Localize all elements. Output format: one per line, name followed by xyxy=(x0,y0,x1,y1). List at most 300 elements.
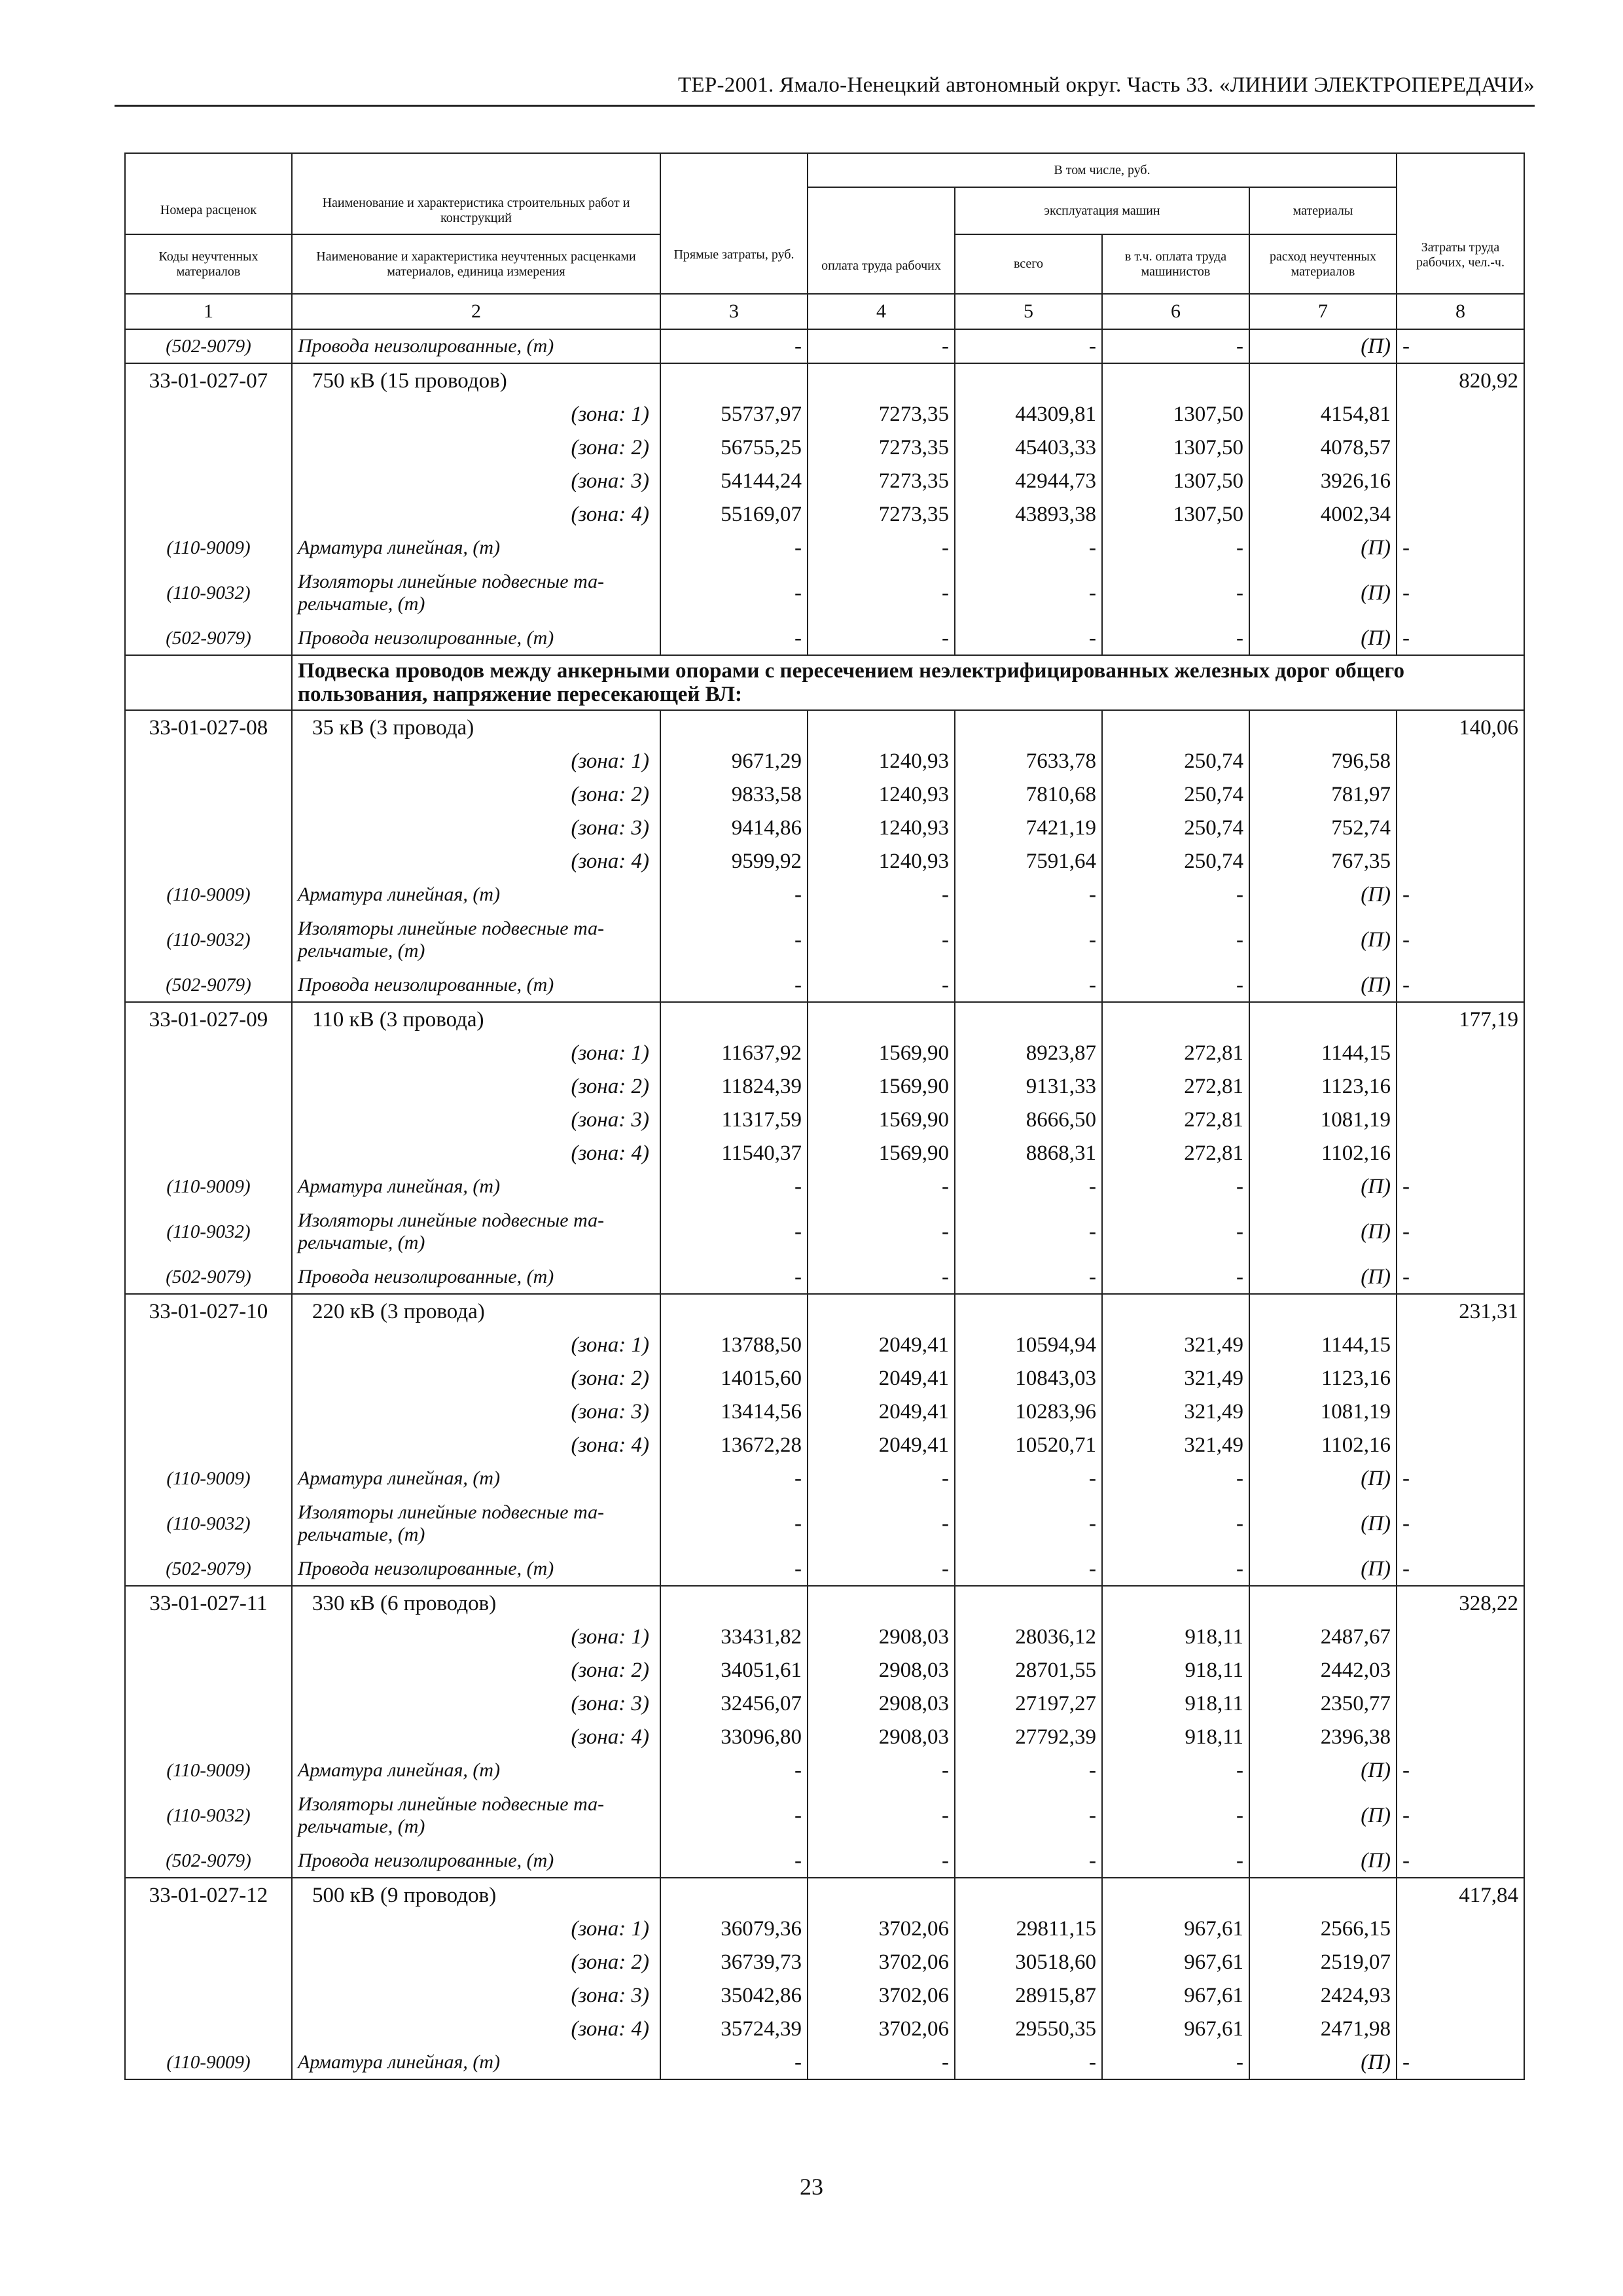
labor-cost: 820,92 xyxy=(1397,363,1524,398)
zone-row xyxy=(125,1103,1524,1137)
value-cell: 3702,06 xyxy=(808,2013,955,2046)
value-cell: 55169,07 xyxy=(660,498,808,531)
value-cell: 44309,81 xyxy=(955,398,1102,431)
value-cell: 9599,92 xyxy=(660,845,808,878)
empty-cell xyxy=(1249,710,1397,745)
material-code: (502-9079) xyxy=(125,622,292,655)
labor-cost: 417,84 xyxy=(1397,1878,1524,1912)
value-cell: 2049,41 xyxy=(808,1429,955,1462)
dash-cell: - xyxy=(955,1170,1102,1203)
dash-cell: - xyxy=(955,1787,1102,1844)
empty-cell xyxy=(1102,1878,1249,1912)
value-cell: 7273,35 xyxy=(808,398,955,431)
empty-cell xyxy=(1249,1294,1397,1329)
value-cell: 1240,93 xyxy=(808,812,955,845)
dash-cell: - xyxy=(955,1495,1102,1552)
material-code: (110-9009) xyxy=(125,1754,292,1787)
value-cell: 1307,50 xyxy=(1102,398,1249,431)
value-cell: 2566,15 xyxy=(1249,1912,1397,1946)
value-cell: 272,81 xyxy=(1102,1137,1249,1170)
labor-cost: 231,31 xyxy=(1397,1294,1524,1329)
empty-cell xyxy=(1102,1294,1249,1329)
zone-label: (зона: 1) xyxy=(292,1912,660,1946)
material-code: (502-9079) xyxy=(125,1552,292,1586)
value-cell: 9833,58 xyxy=(660,778,808,812)
value-cell: 8868,31 xyxy=(955,1137,1102,1170)
p-cell: (П) xyxy=(1249,1261,1397,1294)
value-cell: 2908,03 xyxy=(808,1687,955,1721)
value-cell: 2350,77 xyxy=(1249,1687,1397,1721)
zone-label: (зона: 3) xyxy=(292,1395,660,1429)
value-cell: 13788,50 xyxy=(660,1329,808,1362)
value-cell: 35724,39 xyxy=(660,2013,808,2046)
value-cell: 29811,15 xyxy=(955,1912,1102,1946)
empty-cell xyxy=(1102,1002,1249,1037)
value-cell: 2396,38 xyxy=(1249,1721,1397,1754)
rate-code: 33-01-027-08 xyxy=(125,710,292,745)
material-row xyxy=(125,1203,1524,1261)
material-row xyxy=(125,1787,1524,1844)
value-cell: 7810,68 xyxy=(955,778,1102,812)
value-cell: 14015,60 xyxy=(660,1362,808,1395)
value-cell: 13414,56 xyxy=(660,1395,808,1429)
dash-cell: - xyxy=(1102,969,1249,1002)
material-code: (110-9009) xyxy=(125,531,292,564)
dash-cell: - xyxy=(660,878,808,911)
value-cell: 3702,06 xyxy=(808,1979,955,2013)
p-cell: (П) xyxy=(1249,329,1397,363)
zone-label: (зона: 2) xyxy=(292,778,660,812)
zone-label: (зона: 1) xyxy=(292,1037,660,1070)
value-cell: 321,49 xyxy=(1102,1395,1249,1429)
value-cell: 28701,55 xyxy=(955,1654,1102,1687)
dash-cell: - xyxy=(1102,911,1249,969)
dash-cell: - xyxy=(660,1552,808,1586)
empty-cell xyxy=(1102,710,1249,745)
value-cell: 45403,33 xyxy=(955,431,1102,465)
value-cell: 4154,81 xyxy=(1249,398,1397,431)
value-cell: 13672,28 xyxy=(660,1429,808,1462)
dash-cell: - xyxy=(1397,1495,1524,1552)
head-rate-numbers: Номера расценок xyxy=(125,187,292,234)
rate-row xyxy=(125,1586,1524,1621)
dash-cell: - xyxy=(808,1787,955,1844)
dash-cell: - xyxy=(660,1170,808,1203)
material-code: (502-9079) xyxy=(125,1844,292,1878)
value-cell: 918,11 xyxy=(1102,1721,1249,1754)
dash-cell: - xyxy=(660,911,808,969)
material-code: (110-9032) xyxy=(125,1203,292,1261)
dash-cell: - xyxy=(660,329,808,363)
value-cell: 781,97 xyxy=(1249,778,1397,812)
zone-label: (зона: 3) xyxy=(292,1979,660,2013)
material-row xyxy=(125,564,1524,622)
zone-label: (зона: 3) xyxy=(292,1103,660,1137)
value-cell: 2049,41 xyxy=(808,1395,955,1429)
value-cell: 36739,73 xyxy=(660,1946,808,1979)
p-cell: (П) xyxy=(1249,911,1397,969)
dash-cell: - xyxy=(1397,1552,1524,1586)
empty-cell xyxy=(125,1621,292,1654)
material-name: Арматура линейная, (т) xyxy=(292,878,660,911)
zone-row xyxy=(125,1946,1524,1979)
table-head xyxy=(125,153,1524,329)
empty-cell xyxy=(1397,465,1524,498)
value-cell: 918,11 xyxy=(1102,1654,1249,1687)
material-code: (110-9009) xyxy=(125,1462,292,1495)
dash-cell: - xyxy=(955,1754,1102,1787)
value-cell: 2442,03 xyxy=(1249,1654,1397,1687)
empty-cell xyxy=(125,1362,292,1395)
empty-cell xyxy=(125,845,292,878)
dash-cell: - xyxy=(660,969,808,1002)
dash-cell: - xyxy=(660,1844,808,1878)
empty-cell xyxy=(660,1586,808,1621)
value-cell: 1240,93 xyxy=(808,845,955,878)
value-cell: 250,74 xyxy=(1102,845,1249,878)
value-cell: 250,74 xyxy=(1102,745,1249,778)
value-cell: 3702,06 xyxy=(808,1912,955,1946)
value-cell: 1569,90 xyxy=(808,1103,955,1137)
zone-label: (зона: 4) xyxy=(292,1137,660,1170)
value-cell: 11824,39 xyxy=(660,1070,808,1103)
p-cell: (П) xyxy=(1249,622,1397,655)
empty-cell xyxy=(1397,398,1524,431)
value-cell: 1102,16 xyxy=(1249,1429,1397,1462)
value-cell: 250,74 xyxy=(1102,812,1249,845)
rate-title: 220 кВ (3 провода) xyxy=(292,1294,660,1329)
empty-cell xyxy=(125,778,292,812)
dash-cell: - xyxy=(1397,2046,1524,2079)
value-cell: 35042,86 xyxy=(660,1979,808,2013)
p-cell: (П) xyxy=(1249,878,1397,911)
rate-row xyxy=(125,710,1524,745)
p-cell: (П) xyxy=(1249,1754,1397,1787)
zone-row xyxy=(125,1621,1524,1654)
empty-cell xyxy=(1249,363,1397,398)
value-cell: 7273,35 xyxy=(808,431,955,465)
value-cell: 27197,27 xyxy=(955,1687,1102,1721)
zone-label: (зона: 4) xyxy=(292,2013,660,2046)
value-cell: 33096,80 xyxy=(660,1721,808,1754)
value-cell: 752,74 xyxy=(1249,812,1397,845)
value-cell: 30518,60 xyxy=(955,1946,1102,1979)
empty-cell xyxy=(955,1294,1102,1329)
material-code: (110-9009) xyxy=(125,1170,292,1203)
rate-row xyxy=(125,1294,1524,1329)
rate-title: 330 кВ (6 проводов) xyxy=(292,1586,660,1621)
zone-row xyxy=(125,1429,1524,1462)
value-cell: 3702,06 xyxy=(808,1946,955,1979)
empty-cell xyxy=(125,1329,292,1362)
dash-cell: - xyxy=(1397,969,1524,1002)
empty-cell xyxy=(125,1429,292,1462)
colnum: 6 xyxy=(1102,294,1249,329)
zone-row xyxy=(125,2013,1524,2046)
material-name: Арматура линейная, (т) xyxy=(292,1170,660,1203)
empty-cell xyxy=(1397,845,1524,878)
empty-cell xyxy=(125,2013,292,2046)
zone-row xyxy=(125,498,1524,531)
value-cell: 55737,97 xyxy=(660,398,808,431)
value-cell: 9414,86 xyxy=(660,812,808,845)
dash-cell: - xyxy=(808,1261,955,1294)
empty-cell xyxy=(125,465,292,498)
empty-cell xyxy=(1397,1070,1524,1103)
zone-label: (зона: 1) xyxy=(292,745,660,778)
value-cell: 1081,19 xyxy=(1249,1395,1397,1429)
colnum: 1 xyxy=(125,294,292,329)
dash-cell: - xyxy=(955,1462,1102,1495)
empty-cell xyxy=(125,1137,292,1170)
empty-cell xyxy=(1397,1103,1524,1137)
value-cell: 9131,33 xyxy=(955,1070,1102,1103)
value-cell: 918,11 xyxy=(1102,1621,1249,1654)
empty-cell xyxy=(125,655,292,710)
empty-cell xyxy=(125,1395,292,1429)
dash-cell: - xyxy=(1397,1844,1524,1878)
material-row xyxy=(125,1844,1524,1878)
empty-cell xyxy=(1397,1912,1524,1946)
zone-label: (зона: 4) xyxy=(292,845,660,878)
material-code: (110-9032) xyxy=(125,564,292,622)
dash-cell: - xyxy=(808,969,955,1002)
colnum: 8 xyxy=(1397,294,1524,329)
zone-row xyxy=(125,398,1524,431)
dash-cell: - xyxy=(808,1495,955,1552)
dash-cell: - xyxy=(660,1495,808,1552)
value-cell: 36079,36 xyxy=(660,1912,808,1946)
dash-cell: - xyxy=(955,1261,1102,1294)
dash-cell: - xyxy=(1102,564,1249,622)
zone-label: (зона: 3) xyxy=(292,465,660,498)
zone-label: (зона: 1) xyxy=(292,398,660,431)
empty-cell xyxy=(1397,1654,1524,1687)
empty-cell xyxy=(125,1946,292,1979)
p-cell: (П) xyxy=(1249,1787,1397,1844)
value-cell: 42944,73 xyxy=(955,465,1102,498)
material-row xyxy=(125,969,1524,1002)
value-cell: 4078,57 xyxy=(1249,431,1397,465)
empty-cell xyxy=(1397,1395,1524,1429)
zone-label: (зона: 2) xyxy=(292,1362,660,1395)
value-cell: 29550,35 xyxy=(955,2013,1102,2046)
value-cell: 7591,64 xyxy=(955,845,1102,878)
head-machines: эксплуатация машин xyxy=(955,187,1249,234)
value-cell: 8923,87 xyxy=(955,1037,1102,1070)
head-machines-total: всего xyxy=(955,234,1102,294)
p-cell: (П) xyxy=(1249,1552,1397,1586)
value-cell: 2908,03 xyxy=(808,1654,955,1687)
value-cell: 1240,93 xyxy=(808,778,955,812)
value-cell: 27792,39 xyxy=(955,1721,1102,1754)
material-code: (502-9079) xyxy=(125,329,292,363)
dash-cell: - xyxy=(1102,1203,1249,1261)
value-cell: 2908,03 xyxy=(808,1721,955,1754)
head-wages: оплата труда рабочих xyxy=(808,187,955,294)
empty-cell xyxy=(808,1294,955,1329)
value-cell: 11317,59 xyxy=(660,1103,808,1137)
dash-cell: - xyxy=(808,1462,955,1495)
rate-row xyxy=(125,1878,1524,1912)
head-labor: Затраты труда рабочих, чел.-ч. xyxy=(1397,153,1524,294)
material-row xyxy=(125,1754,1524,1787)
empty-cell xyxy=(955,1002,1102,1037)
zone-row xyxy=(125,812,1524,845)
empty-cell xyxy=(1397,1429,1524,1462)
zone-label: (зона: 3) xyxy=(292,812,660,845)
material-name: Провода неизолированные, (т) xyxy=(292,1552,660,1586)
material-name: Изоляторы линейные подвесные та-рельчатые, (т) xyxy=(292,911,660,969)
labor-cost: 177,19 xyxy=(1397,1002,1524,1037)
value-cell: 2487,67 xyxy=(1249,1621,1397,1654)
material-name: Арматура линейная, (т) xyxy=(292,1754,660,1787)
material-code: (110-9032) xyxy=(125,1787,292,1844)
dash-cell: - xyxy=(955,1844,1102,1878)
value-cell: 11637,92 xyxy=(660,1037,808,1070)
material-name: Изоляторы линейные подвесные та-рельчатые, (т) xyxy=(292,1203,660,1261)
empty-cell xyxy=(1249,1002,1397,1037)
value-cell: 9671,29 xyxy=(660,745,808,778)
dash-cell: - xyxy=(955,911,1102,969)
zone-label: (зона: 4) xyxy=(292,1721,660,1754)
material-row xyxy=(125,1170,1524,1203)
material-row xyxy=(125,329,1524,363)
material-code: (502-9079) xyxy=(125,1261,292,1294)
dash-cell: - xyxy=(1102,1754,1249,1787)
value-cell: 1123,16 xyxy=(1249,1070,1397,1103)
dash-cell: - xyxy=(660,1754,808,1787)
value-cell: 272,81 xyxy=(1102,1070,1249,1103)
empty-cell xyxy=(808,1586,955,1621)
zone-row xyxy=(125,1329,1524,1362)
zone-label: (зона: 4) xyxy=(292,1429,660,1462)
value-cell: 7273,35 xyxy=(808,465,955,498)
empty-cell xyxy=(808,710,955,745)
material-code: (110-9009) xyxy=(125,878,292,911)
p-cell: (П) xyxy=(1249,1462,1397,1495)
empty-cell xyxy=(125,745,292,778)
value-cell: 43893,38 xyxy=(955,498,1102,531)
p-cell: (П) xyxy=(1249,564,1397,622)
material-name: Изоляторы линейные подвесные та-рельчатые, (т) xyxy=(292,564,660,622)
zone-row xyxy=(125,745,1524,778)
empty-cell xyxy=(660,363,808,398)
zone-row xyxy=(125,1912,1524,1946)
value-cell: 2049,41 xyxy=(808,1329,955,1362)
value-cell: 1569,90 xyxy=(808,1137,955,1170)
empty-cell xyxy=(660,1878,808,1912)
empty-cell xyxy=(808,1002,955,1037)
dash-cell: - xyxy=(1397,1261,1524,1294)
dash-cell: - xyxy=(1102,329,1249,363)
value-cell: 7421,19 xyxy=(955,812,1102,845)
empty-cell xyxy=(125,1912,292,1946)
p-cell: (П) xyxy=(1249,1495,1397,1552)
colnum: 7 xyxy=(1249,294,1397,329)
value-cell: 1240,93 xyxy=(808,745,955,778)
dash-cell: - xyxy=(955,969,1102,1002)
zone-row xyxy=(125,1395,1524,1429)
value-cell: 2908,03 xyxy=(808,1621,955,1654)
dash-cell: - xyxy=(808,531,955,564)
zone-row xyxy=(125,1070,1524,1103)
value-cell: 10843,03 xyxy=(955,1362,1102,1395)
zone-label: (зона: 3) xyxy=(292,1687,660,1721)
zone-row xyxy=(125,778,1524,812)
dash-cell: - xyxy=(1102,1170,1249,1203)
material-name: Арматура линейная, (т) xyxy=(292,2046,660,2079)
material-row xyxy=(125,911,1524,969)
p-cell: (П) xyxy=(1249,969,1397,1002)
dash-cell: - xyxy=(1102,622,1249,655)
dash-cell: - xyxy=(660,564,808,622)
dash-cell: - xyxy=(1102,531,1249,564)
dash-cell: - xyxy=(808,2046,955,2079)
value-cell: 56755,25 xyxy=(660,431,808,465)
colnum: 4 xyxy=(808,294,955,329)
value-cell: 2471,98 xyxy=(1249,2013,1397,2046)
material-row xyxy=(125,531,1524,564)
material-name: Арматура линейная, (т) xyxy=(292,1462,660,1495)
value-cell: 1307,50 xyxy=(1102,465,1249,498)
zone-row xyxy=(125,1137,1524,1170)
material-name: Провода неизолированные, (т) xyxy=(292,622,660,655)
value-cell: 1144,15 xyxy=(1249,1329,1397,1362)
value-cell: 11540,37 xyxy=(660,1137,808,1170)
zone-label: (зона: 2) xyxy=(292,1070,660,1103)
material-code: (110-9032) xyxy=(125,1495,292,1552)
value-cell: 33431,82 xyxy=(660,1621,808,1654)
dash-cell: - xyxy=(955,1552,1102,1586)
empty-cell xyxy=(955,710,1102,745)
page-header: ТЕР-2001. Ямало-Ненецкий автономный округ. Часть 33. «ЛИНИИ ЭЛЕКТРОПЕРЕДАЧИ» xyxy=(677,73,1535,97)
empty-cell xyxy=(660,1002,808,1037)
material-name: Провода неизолированные, (т) xyxy=(292,1261,660,1294)
empty-cell xyxy=(1397,778,1524,812)
value-cell: 1569,90 xyxy=(808,1070,955,1103)
dash-cell: - xyxy=(808,564,955,622)
empty-cell xyxy=(1102,1586,1249,1621)
value-cell: 796,58 xyxy=(1249,745,1397,778)
colnum: 3 xyxy=(660,294,808,329)
material-name: Изоляторы линейные подвесные та-рельчатые, (т) xyxy=(292,1495,660,1552)
empty-cell xyxy=(660,1294,808,1329)
value-cell: 54144,24 xyxy=(660,465,808,498)
rate-code: 33-01-027-12 xyxy=(125,1878,292,1912)
empty-cell xyxy=(125,498,292,531)
empty-cell xyxy=(125,1687,292,1721)
labor-cost: 328,22 xyxy=(1397,1586,1524,1621)
dash-cell: - xyxy=(1397,531,1524,564)
dash-cell: - xyxy=(1102,1495,1249,1552)
dash-cell: - xyxy=(1102,1552,1249,1586)
rate-code: 33-01-027-11 xyxy=(125,1586,292,1621)
dash-cell: - xyxy=(1397,622,1524,655)
dash-cell: - xyxy=(808,878,955,911)
zone-label: (зона: 4) xyxy=(292,498,660,531)
empty-cell xyxy=(1397,1362,1524,1395)
dash-cell: - xyxy=(808,329,955,363)
dash-cell: - xyxy=(955,564,1102,622)
empty-cell xyxy=(1397,1621,1524,1654)
dash-cell: - xyxy=(660,531,808,564)
dash-cell: - xyxy=(808,1754,955,1787)
value-cell: 10283,96 xyxy=(955,1395,1102,1429)
page-number: 23 xyxy=(800,2174,823,2200)
rate-code: 33-01-027-10 xyxy=(125,1294,292,1329)
material-row xyxy=(125,1462,1524,1495)
